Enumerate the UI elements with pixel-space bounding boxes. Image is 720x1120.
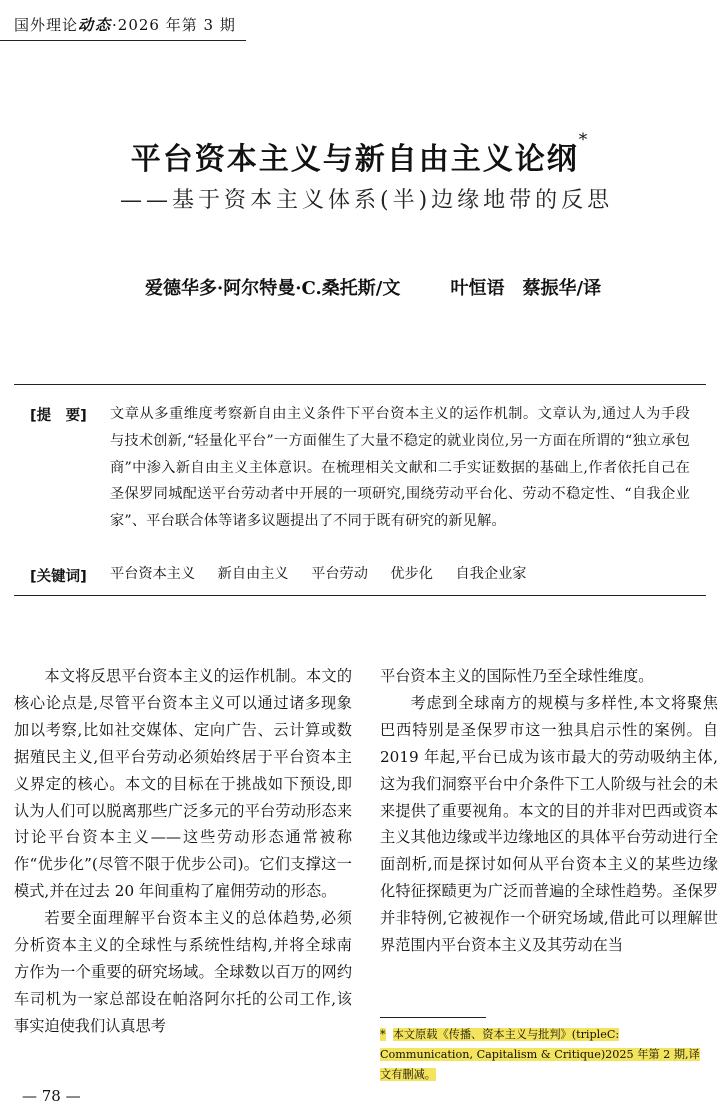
body-column-left [14, 663, 352, 1040]
keywords-list [110, 563, 544, 585]
body-paragraph: 考虑到全球南方的规模与多样性,本文将聚焦巴西特别是圣保罗市这一独具启示性的案例。自 2019 年起,平台已成为该市最大的劳动吸纳主体,这为我们洞察平台中介条件下工人阶级与社会的未来提供了重要视角。本文的目的并非对巴西或资本主义其他边缘或半边缘地区的具体平台劳动进行全面剖析,而是探讨如何从平台资本主义的某些边缘化特征探赜更为广泛而普遍的全球性趋势。圣保罗并非特例,它被视作一个研究场域,借此可以理解世界范围内平台资本主义及其劳动在当 [380, 693, 718, 955]
keyword: 新自由主义 [217, 566, 289, 582]
abstract-bottom-rule [14, 595, 706, 596]
abstract-text: 文章从多重维度考察新自由主义条件下平台资本主义的运作机制。文章认为,通过人为手段与技术创新,“轻量化平台”一方面催生了大量不稳定的就业岗位,另一方面在所谓的“独立承包商”中渗入新自由主义主体意识。在梳理相关文献和二手实证数据的基础上,作者依托自己在圣保罗同城配送平台劳动者中开展的一项研究,围绕劳动平台化、劳动不稳定性、“自我企业家”、平台联合体等诸多议题提出了不同于既有研究的新见解。 [110, 406, 690, 530]
footnote [380, 1025, 708, 1085]
body-paragraph: 本文将反思平台资本主义的运作机制。本文的核心论点是,尽管平台资本主义可以通过诸多现象加以考察,比如社交媒体、定向广告、云计算或数据殖民主义,但平台劳动必须始终居于平台资本主义界定的核心。本文的目标在于挑战如下预设,即认为人们可以脱离那些广泛多元的平台劳动形态来讨论平台资本主义——这些劳动形态通常被称作“优步化”(尽管不限于优步公司)。它们支撑这一模式,并在过去 20 年间重构了雇佣劳动的形态。 [14, 667, 352, 901]
abstract-label: [提 要] [30, 408, 87, 424]
journal-name: 国外理论 [14, 16, 79, 34]
body-paragraph: 若要全面理解平台资本主义的总体趋势,必须分析资本主义的全球性与系统性结构,并将全球南方作为一个重要的研究场域。全球数以百万的网约车司机为一家总部设在帕洛阿尔托的公司工作,该事实迫使我们认真思考 [14, 909, 352, 1035]
issue-info: ·2026 年第 3 期 [112, 16, 236, 34]
journal-name-emphasis: 动态 [78, 16, 113, 34]
author-name: 爱德华多·阿尔特曼·C.桑托斯/文 [145, 278, 401, 299]
keyword: 自我企业家 [455, 566, 527, 582]
footnote-marker: * [380, 1028, 386, 1041]
article-title [0, 130, 720, 178]
body-column-right [380, 663, 718, 959]
keyword: 优步化 [390, 566, 433, 582]
author-line [145, 274, 601, 300]
keyword: 平台劳动 [311, 566, 368, 582]
keyword: 平台资本主义 [110, 566, 196, 582]
title-footnote-marker: * [578, 130, 590, 150]
running-header [14, 14, 236, 35]
page-number: — 78 — [22, 1087, 81, 1105]
article-subtitle: ——基于资本主义体系(半)边缘地带的反思 [120, 188, 614, 213]
footnote-rule [380, 1017, 486, 1018]
body-paragraph-continued: 平台资本主义的国际性乃至全球性维度。 [380, 667, 654, 685]
article-title-text: 平台资本主义与新自由主义论纲 [130, 142, 579, 177]
translator-names: 叶恒语 蔡振华/译 [450, 278, 602, 299]
keywords-label: [关键词] [30, 569, 87, 585]
abstract-top-rule [14, 384, 706, 385]
header-rule [0, 40, 246, 41]
footnote-text: 本文原载《传播、资本主义与批判》(tripleC: Communication, Capitalism & Critique)2025 年第 2 期,译文有删减。 [380, 1028, 700, 1081]
